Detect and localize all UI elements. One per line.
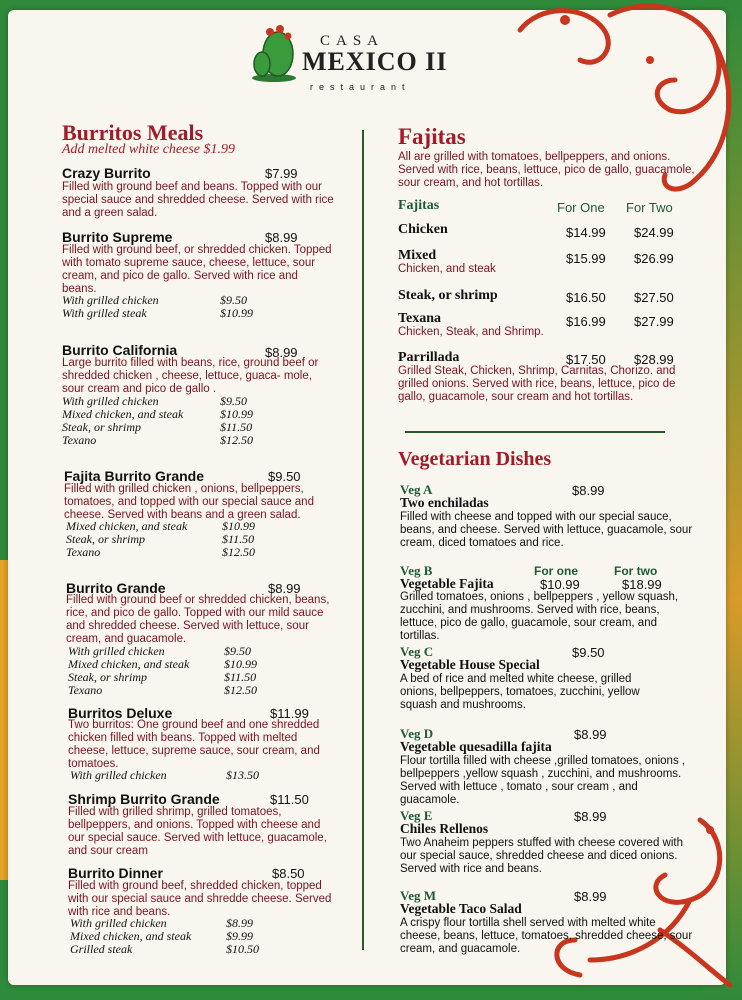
veg-name: Vegetable quesadilla fajita (400, 739, 552, 754)
veg-price: $8.99 (574, 889, 607, 904)
veg-code: Veg A (400, 482, 433, 497)
option-label: Steak, or shrimp (62, 420, 141, 434)
option-price: $9.99 (226, 929, 253, 943)
option-price: $12.50 (222, 545, 255, 559)
fajita-name: Mixed (398, 248, 437, 263)
veg-description: Filled with cheese and topped with our special sauce, beans, and cheese. Served with lettuce, guacamole, sour cream, diced tomatoes and rice. (400, 511, 693, 549)
menu-item-description: Filled with ground beef, shredded chicken, topped with our special sauce and shredde cheese. Served with rice and beans. (68, 880, 332, 918)
fajitas-header-label: Fajitas (398, 198, 440, 213)
fajita-price-one: $16.99 (566, 314, 606, 329)
veg-code: Veg M (400, 888, 436, 903)
option-label: Texano (68, 683, 103, 697)
menu-item-price: $7.99 (265, 166, 298, 181)
option-price: $10.99 (220, 306, 253, 320)
fajita-price-two: $28.99 (634, 352, 674, 367)
fajita-name: Parrillada (398, 350, 460, 365)
veg-price: $9.50 (572, 645, 605, 660)
menu-item-description: Filled with grilled shrimp, grilled tomatoes, bellpeppers, and onions. Topped with cheese and our special sauce. Served with lettuce, guacamole, and sour cream (68, 806, 327, 857)
menu-option (70, 942, 259, 957)
menu-item-name: Burrito Supreme (62, 229, 173, 245)
veg-description: A bed of rice and melted white cheese, grilled onions, bellpeppers, tomatoes, zucchini, yellow squash and mushrooms. (400, 673, 640, 711)
fajita-description: Grilled Steak, Chicken, Shrimp, Carnitas, Chorizo. and grilled onions. Served with rice, beans, lettuce, pico de gallo, guacamole, sour cream and hot tortillas. (398, 365, 676, 403)
menu-item-price: $8.99 (268, 581, 301, 596)
menu-item-name: Burrito California (62, 342, 178, 358)
fajita-price-one: $17.50 (566, 352, 606, 367)
veg-col-for-one: For one (534, 564, 578, 578)
fajitas-intro: All are grilled with tomatoes, bellpeppers, and onions. Served with rice, beans, lettuce, pico de gallo, guacamole, sour cream, and hot tortillas. (398, 151, 695, 189)
fajita-name: Chicken (398, 222, 448, 237)
option-price: $12.50 (220, 433, 253, 447)
fajita-price-one: $15.99 (566, 251, 606, 266)
menu-item-description: Filled with ground beef and beans. Topped with our special sauce and shredded cheese. Served with rice and a green salad. (62, 181, 334, 219)
option-price: $8.99 (226, 916, 253, 930)
fajita-name: Texana (398, 311, 442, 326)
option-price: $12.50 (224, 683, 257, 697)
menu-item-price: $9.50 (268, 469, 301, 484)
burritos-subtitle: Add melted white cheese $1.99 (62, 142, 236, 157)
veg-description: Grilled tomatoes, onions , bellpeppers , yellow squash, zucchini, and mushrooms. Served with rice, beans, lettuce, pico de gallo, guacamole, sour cream, and tortillas. (400, 591, 679, 642)
option-label: With grilled chicken (62, 394, 159, 408)
logo-casa-text: CASA (320, 33, 385, 49)
veg-name: Chiles Rellenos (400, 821, 489, 836)
veg-price: $8.99 (574, 809, 607, 824)
fajita-description: Chicken, Steak, and Shrimp. (398, 326, 544, 338)
veg-price: $8.99 (574, 727, 607, 742)
veg-col-for-two: For two (614, 564, 658, 578)
veg-code: Veg C (400, 644, 434, 659)
menu-item-name: Burrito Grande (66, 580, 166, 596)
swirl-decoration-bottom-right (540, 800, 742, 1000)
menu-item-description: Filled with ground beef, or shredded chicken. Topped with tomato supreme sauce, cheese, lettuce, sour cream, and pico de gallo. Served with rice and beans. (62, 244, 332, 295)
veg-name: Vegetable Fajita (400, 576, 494, 591)
logo-restaurant-text: restaurant (310, 82, 411, 92)
menu-item-description: Filled with ground beef or shredded chicken, beans, rice, and pico de gallo. Topped with our mild sauce and shredded cheese. Served with lettuce, sour cream, and guacamole. (66, 594, 330, 645)
option-price: $13.50 (226, 768, 259, 782)
veg-price-two: $18.99 (622, 577, 662, 592)
option-price: $10.99 (222, 519, 255, 533)
option-price: $11.50 (222, 532, 255, 546)
fajitas-title: Fajitas (398, 124, 466, 149)
menu-item-price: $8.99 (265, 230, 298, 245)
header (0, 0, 742, 100)
option-price: $9.50 (220, 293, 247, 307)
menu-item-price: $8.99 (265, 345, 298, 360)
veg-code: Veg E (400, 808, 433, 823)
option-label: Mixed chicken, and steak (62, 407, 184, 421)
option-label: Steak, or shrimp (68, 670, 147, 684)
menu-item-name: Fajita Burrito Grande (64, 468, 205, 484)
fajitas-col-for-two: For Two (626, 200, 673, 215)
veg-code: Veg D (400, 726, 434, 741)
option-label: With grilled chicken (68, 644, 165, 658)
option-price: $10.99 (224, 657, 257, 671)
option-label: Grilled steak (70, 942, 133, 956)
option-price: $11.50 (224, 670, 257, 684)
veg-name: Two enchiladas (400, 495, 489, 510)
fajitas-col-for-one: For One (557, 200, 605, 215)
menu-item-price: $11.99 (270, 706, 309, 721)
option-price: $9.50 (224, 644, 251, 658)
menu-item-name: Burrito Dinner (68, 865, 163, 881)
option-label: With grilled steak (62, 306, 147, 320)
menu-item-name: Burritos Deluxe (68, 705, 173, 721)
menu-item-name: Shrimp Burrito Grande (68, 791, 220, 807)
option-price: $10.99 (220, 407, 253, 421)
section-divider (405, 431, 665, 433)
veg-name: Vegetable House Special (400, 657, 540, 672)
option-label: With grilled chicken (62, 293, 159, 307)
menu-item-description: Two burritos: One ground beef and one shredded chicken filled with beans. Topped with melted cheese, lettuce, supreme sauce, sour cream, and tomatoes. (68, 719, 320, 770)
veg-description: Flour tortilla filled with cheese ,grilled tomatoes, onions , bellpeppers ,yellow squash , zucchini, and mushrooms. Served with lettuce , tomato , sour cream , and guacamole. (400, 755, 686, 806)
fajita-price-two: $27.99 (634, 314, 674, 329)
fajita-price-two: $26.99 (634, 251, 674, 266)
menu-item-price: $11.50 (270, 792, 309, 807)
menu-option (62, 433, 253, 448)
logo-mexico-text: MEXICO II (302, 47, 448, 76)
veg-price-one: $10.99 (540, 577, 580, 592)
fajita-price-one: $16.50 (566, 290, 606, 305)
option-price: $11.50 (220, 420, 253, 434)
veg-description: Two Anaheim peppers stuffed with cheese covered with our special sauce, shredded cheese and diced onions. Served with rice and beans. (400, 837, 683, 875)
menu-item-price: $8.50 (272, 866, 305, 881)
option-label: Mixed chicken, and steak (70, 929, 192, 943)
veg-price: $8.99 (572, 483, 605, 498)
column-divider (362, 130, 364, 950)
option-price: $9.50 (220, 394, 247, 408)
fajita-name: Steak, or shrimp (398, 288, 498, 303)
cactus-logo-icon (250, 20, 298, 82)
fajita-price-two: $27.50 (634, 290, 674, 305)
option-label: Mixed chicken, and steak (68, 657, 190, 671)
option-label: With grilled chicken (70, 916, 167, 930)
option-price: $10.50 (226, 942, 259, 956)
menu-option (66, 545, 255, 560)
burritos-title: Burritos Meals (62, 120, 204, 145)
option-label: Texano (66, 545, 101, 559)
menu-option (68, 683, 257, 698)
fajita-price-two: $24.99 (634, 225, 674, 240)
veg-name: Vegetable Taco Salad (400, 901, 522, 916)
menu-item-name: Crazy Burrito (62, 165, 151, 181)
veg-code: Veg B (400, 563, 433, 578)
option-label: With grilled chicken (70, 768, 167, 782)
veg-description: A crispy flour tortilla shell served with melted white cheese, beans, lettuce, tomatoes, shredded cheese, sour cream, and guacamole. (400, 917, 693, 955)
option-label: Mixed chicken, and steak (66, 519, 188, 533)
menu-item-description: Large burrito filled with beans, rice, ground beef or shredded chicken , cheese, lettuce, guaca- mole, sour cream and pico de gallo . (62, 357, 319, 395)
menu-option (70, 768, 259, 783)
vegetarian-title: Vegetarian Dishes (398, 448, 552, 470)
menu-item-description: Filled with grilled chicken , onions, bellpeppers, tomatoes, and topped with our special sauce and cheese. Served with beans and a green salad. (64, 483, 314, 521)
fajita-description: Chicken, and steak (398, 263, 496, 275)
menu-option (62, 306, 253, 321)
fajita-price-one: $14.99 (566, 225, 606, 240)
option-label: Texano (62, 433, 97, 447)
option-label: Steak, or shrimp (66, 532, 145, 546)
